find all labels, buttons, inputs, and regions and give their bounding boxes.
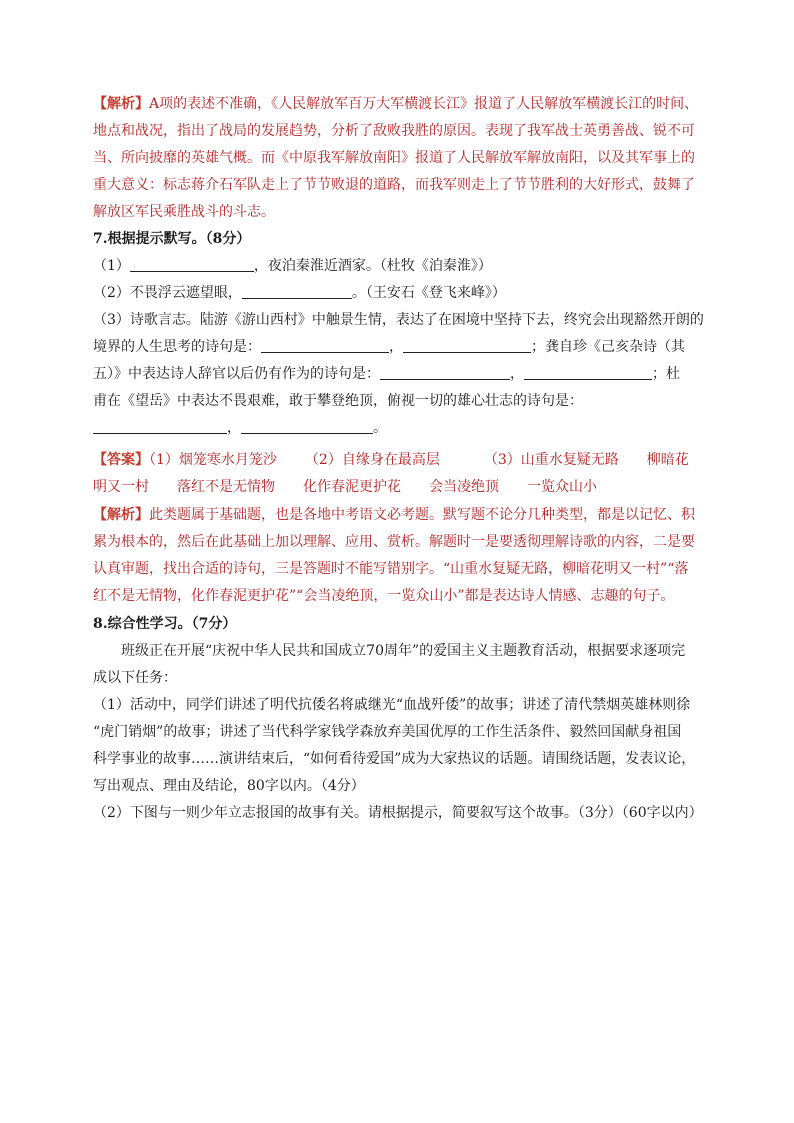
question-7: [93, 226, 705, 442]
analysis-q7: [93, 502, 705, 610]
item-text: ；杜: [652, 366, 680, 382]
question-8: [93, 611, 705, 827]
answer-blank[interactable]: [524, 363, 652, 380]
question-item-3-line2: [93, 334, 705, 361]
analysis-tag: 【解析】: [93, 96, 149, 112]
answer-blank[interactable]: [380, 363, 510, 380]
answer-tag: 【答案】: [93, 452, 149, 468]
answer-item: 柳暗花: [646, 452, 689, 468]
question-item-3-line5: [93, 415, 705, 442]
analysis-quote: “山重水复疑无路，柳暗花明又一村”“落: [443, 561, 689, 577]
question-item-3: （3）诗歌言志。陆游《游山西村》中触景生情，表达了在困境中坚持下去，终究会出现豁然开朗的: [93, 312, 704, 328]
item-text: 。: [373, 420, 387, 436]
analysis-tag: 【解析】: [93, 507, 149, 523]
item-text: 。（王安石《登飞来峰》）: [351, 285, 506, 301]
item-text: ，夜泊秦淮近酒家。（杜牧《泊秦淮》）: [253, 258, 492, 274]
analysis-q6: [93, 91, 705, 226]
analysis-text-line: 认真审题，找出合适的诗句，三是答题时不能写错别字。: [93, 561, 443, 577]
task-1: （1）活动中，同学们讲述了明代抗倭名将戚继光“血战歼倭”的故事；讲述了清代禁烟英雄林则徐: [93, 697, 691, 713]
analysis-text-line: 此类题属于基础题，也是各地中考语文必考题。默写题不论分几种类型，都是以记忆、积: [149, 507, 695, 523]
question-item-1: [93, 253, 705, 280]
answer-item: （1）烟笼寒水月笼沙: [149, 452, 277, 468]
answer-item: 化作春泥更护花: [303, 479, 401, 495]
question-item-3-line3: [93, 361, 705, 388]
analysis-text-line: 地点和战况，指出了战局的发展趋势，分析了敌败我胜的原因。表现了我军战士英勇善战、锐不可: [93, 123, 695, 139]
answer-q7: [93, 447, 705, 501]
analysis-text-line: 累为根本的，然后在此基础上加以理解、应用、赏析。解题时一是要透彻理解诗歌的内容，二是要: [93, 534, 695, 550]
answer-blank[interactable]: [403, 336, 531, 353]
answer-item: 会当凌绝顶: [429, 479, 499, 495]
item-text: 境界的人生思考的诗句是：: [93, 339, 261, 355]
analysis-text-line: 当、所向披靡的英雄气概。而《中原我军解放南阳》报道了人民解放军解放南阳，以及其军事上的: [93, 150, 695, 166]
analysis-text-line: A项的表述不准确，《人民解放军百万大军横渡长江》报道了人民解放军横渡长江的时间、: [149, 96, 699, 112]
answer-blank[interactable]: [93, 417, 227, 434]
item-text: ，: [227, 420, 241, 436]
question-intro: 班级正在开展“庆祝中华人民共和国成立70周年”的爱国主义主题教育活动，根据要求逐项完: [121, 643, 686, 659]
item-text: 五）》中表达诗人辞官以后仍有作为的诗句是：: [93, 366, 380, 382]
answer-item: （2）自缘身在最高层: [304, 452, 440, 468]
answer-blank[interactable]: [241, 417, 373, 434]
answer-blank[interactable]: [130, 255, 254, 272]
answer-blank[interactable]: [261, 336, 389, 353]
item-text: （2）不畏浮云遮望眼，: [93, 285, 242, 301]
answer-item: （3）山重水复疑无路: [483, 452, 619, 468]
item-text: ，: [510, 366, 524, 382]
answer-item: 一览众山小: [527, 479, 597, 495]
analysis-text-line: 重大意义：标志蒋介石军队走上了节节败退的道路，而我军则走上了节节胜利的大好形式，鼓舞了: [93, 177, 695, 193]
task-1: 科学事业的故事……演讲结束后，“如何看待爱国”成为大家热议的话题。请围绕话题，发表议论，: [93, 751, 696, 767]
task-1: “虎门销烟”的故事；讲述了当代科学家钱学森放弃美国优厚的工作生活条件、毅然回国献身祖国: [93, 724, 682, 740]
item-number: （1）: [93, 258, 130, 274]
question-item-2: [93, 280, 705, 307]
task-2: （2）下图与一则少年立志报国的故事有关。请根据提示，简要叙写这个故事。（3分）（60字以内）: [93, 805, 703, 821]
answer-item: 明又一村: [93, 479, 149, 495]
item-text: ，: [389, 339, 403, 355]
analysis-text-line: 解放区军民乘胜战斗的斗志。: [93, 204, 275, 220]
question-intro: 成以下任务：: [93, 670, 177, 686]
question-heading: 7.根据提示默写。（8分）: [93, 231, 251, 247]
item-text: ；龚自珍《己亥杂诗（其: [531, 339, 685, 355]
question-heading: 8.综合性学习。（7分）: [93, 616, 237, 632]
question-item-3-line4: 甫在《望岳》中表达不畏艰难，敢于攀登绝顶，俯视一切的雄心壮志的诗句是：: [93, 393, 583, 409]
answer-item: 落红不是无情物: [177, 479, 275, 495]
answer-blank[interactable]: [242, 282, 352, 299]
task-1: 写出观点、理由及结论，80字以内。（4分）: [93, 778, 365, 794]
analysis-quote: 红不是无情物，化作春泥更护花”“会当凌绝顶，一览众山小”都是表达诗人情感、志趣的句子。: [93, 588, 675, 604]
